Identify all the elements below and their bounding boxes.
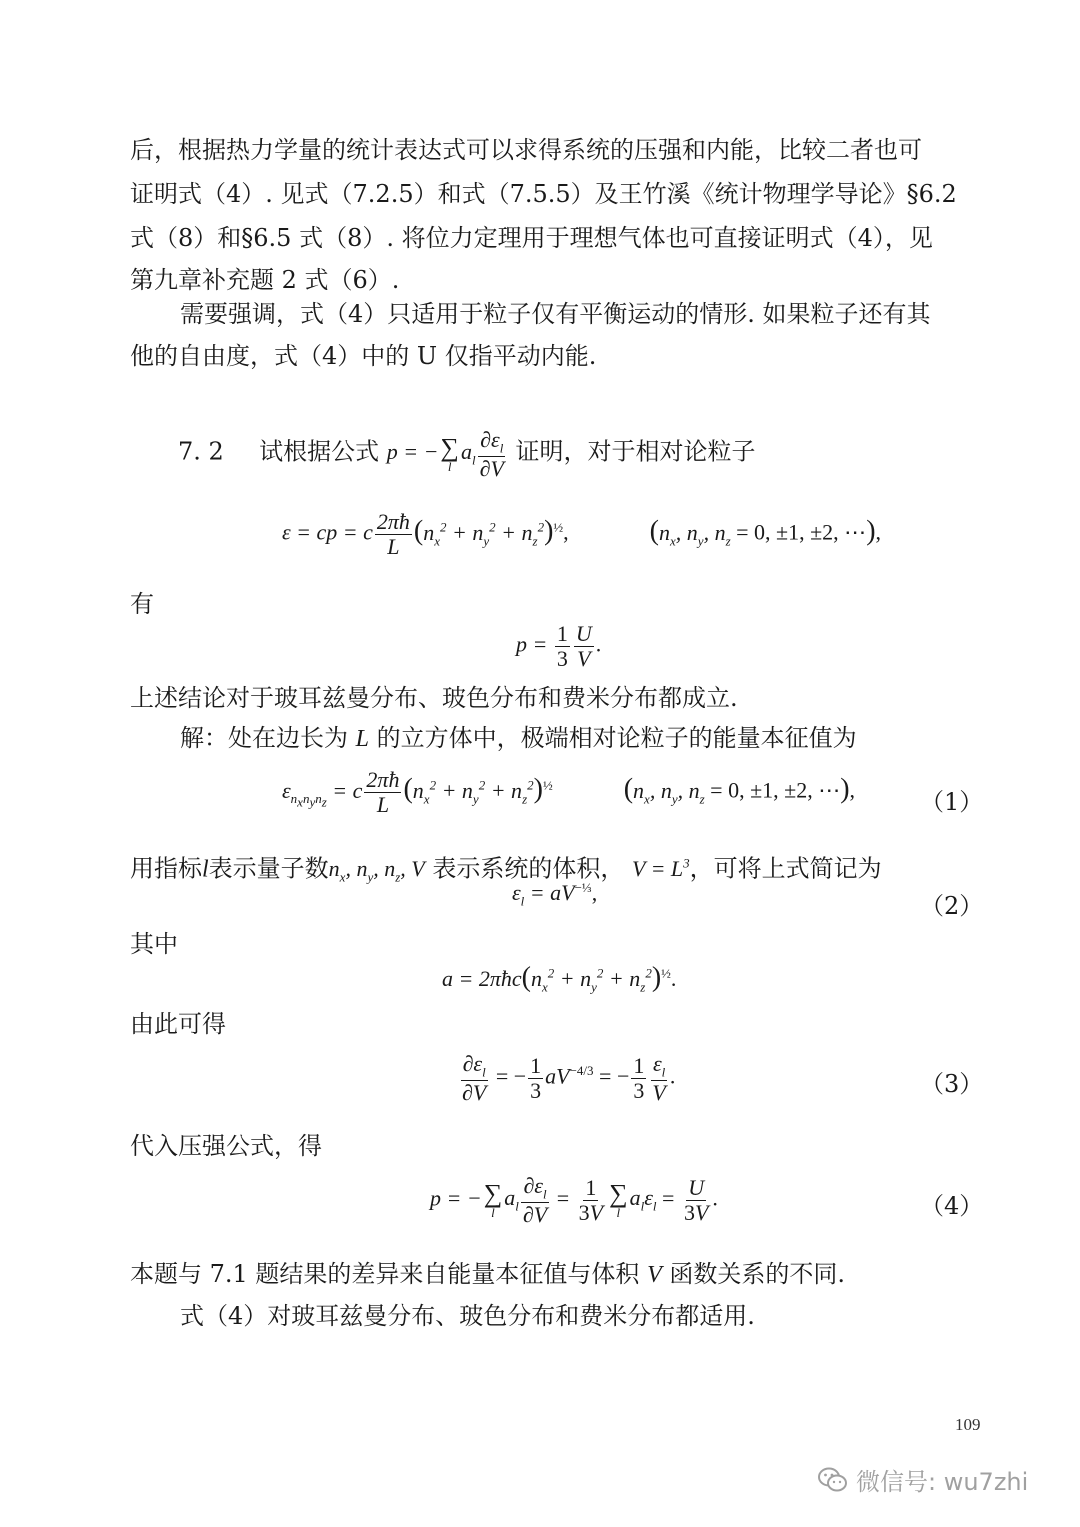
relativistic-energy-equation: ε = cp = c $\frac{2\pi ħ}{L}$ $(n_x^2 + n_y^2 + n_z^2)^{\frac{1}{2}}$, ($n_x$, $n_y$, $n_z = 0$, ±1, ±2, ⋯), (282, 509, 882, 560)
where-label: 其中 (130, 930, 178, 958)
a-definition-equation: $a = 2\pi ħc(n_x^2 + n_y^2 + n_z^2)^{\frac{1}{2}}$. (442, 962, 677, 995)
equation-number: （3） (920, 1070, 984, 1098)
text: 本题与 7.1 题结果的差异来自能量本征值与体积 (130, 1260, 640, 1288)
symbol-L: L (355, 726, 369, 752)
paragraph-line: 他的自由度，式（4）中的 U 仅指平动内能. (130, 342, 597, 370)
text: 表示系统的体积， (432, 854, 625, 883)
final-remark-1: 本题与 7.1 题结果的差异来自能量本征值与体积 V 函数关系的不同. (130, 1260, 846, 1288)
wechat-icon (818, 1466, 848, 1494)
text: 的立方体中，极端相对论粒子的能量本征值为 (376, 724, 857, 752)
text: 用指标 (130, 854, 202, 883)
paragraph-line: 式（8）和§6.5 式（8）. 将位力定理用于理想气体也可直接证明式（4），见 (130, 224, 933, 252)
problem-tail: 证明，对于相对论粒子 (515, 437, 756, 466)
equation-4: p = − ∑ l $a_l$ $\frac{\partial\varepsilon_l}{\partial V}$ = $\frac{1}{3V}$ ∑ l $a_l\varepsilon_l$ = $\frac{U}{3V}$ . (430, 1173, 718, 1227)
have-label: 有 (130, 590, 154, 618)
hence-label: 由此可得 (130, 1010, 226, 1038)
page-number: 109 (955, 1415, 981, 1434)
final-remark-2: 式（4）对玻耳兹曼分布、玻色分布和费米分布都适用. (180, 1302, 755, 1330)
solution-intro (180, 720, 980, 757)
claim-equation: p = $\frac{1}{3}$ $\frac{U}{V}$ . (516, 621, 602, 672)
text: 解：处在边长为 (180, 724, 348, 752)
text: 表示量子数 (208, 854, 329, 883)
equation-2: $\varepsilon_l = aV^{-\frac{1}{3}}$, (512, 880, 598, 909)
paragraph-line: 证明式（4）. 见式（7.2.5）和式（7.5.5）及王竹溪《统计物理学导论》§6.2 (130, 180, 957, 208)
paragraph-line: 第九章补充题 2 式（6）. (130, 266, 400, 294)
pressure-formula: p = − ∑ l $a_l$ $\frac{\partial\varepsilon_l}{\partial V}$ (386, 427, 504, 481)
watermark-text: 微信号: wu7zhi (856, 1468, 1029, 1496)
equation-1: $\varepsilon_{n_xn_yn_z} = c$ $\frac{2\pi ħ}{L}$ $(n_x^2 + n_y^2 + n_z^2)^{\frac{1}{2}}$ ($n_x$, $n_y$, $n_z = 0$, ±1, ±2, ⋯), (282, 767, 856, 818)
equation-number: （4） (920, 1192, 984, 1220)
paragraph-line: 后，根据热力学量的统计表达式可以求得系统的压强和内能，比较二者也可 (130, 136, 922, 164)
equation-number: （2） (920, 892, 984, 920)
problem-lead: 试根据公式 (259, 437, 380, 466)
solution-line: 用指标l表示量子数$n_x$, $n_y$, $n_z$, V 表示系统的体积， $V = L^3$，可将上式简记为 (130, 854, 882, 885)
watermark (818, 1462, 1028, 1497)
equation-3: $\frac{\partial\varepsilon_l}{\partial V}$ = − $\frac{1}{3}$ $aV^{-4/3}$ = − $\frac{1}{3}$ $\frac{\varepsilon_l}{V}$ . (462, 1051, 676, 1105)
text: 函数关系的不同. (669, 1260, 846, 1288)
text: ，可将上式简记为 (689, 854, 882, 883)
paragraph-line: 需要强调，式（4）只适用于粒子仅有平衡运动的情形. 如果粒子还有其 (180, 300, 931, 328)
problem-number: 7. 2 (178, 437, 224, 466)
equation-number: （1） (920, 788, 984, 816)
problem-statement (178, 428, 978, 481)
problem-conclusion: 上述结论对于玻耳兹曼分布、玻色分布和费米分布都成立. (130, 684, 738, 712)
substitute-label: 代入压强公式，得 (130, 1132, 322, 1160)
